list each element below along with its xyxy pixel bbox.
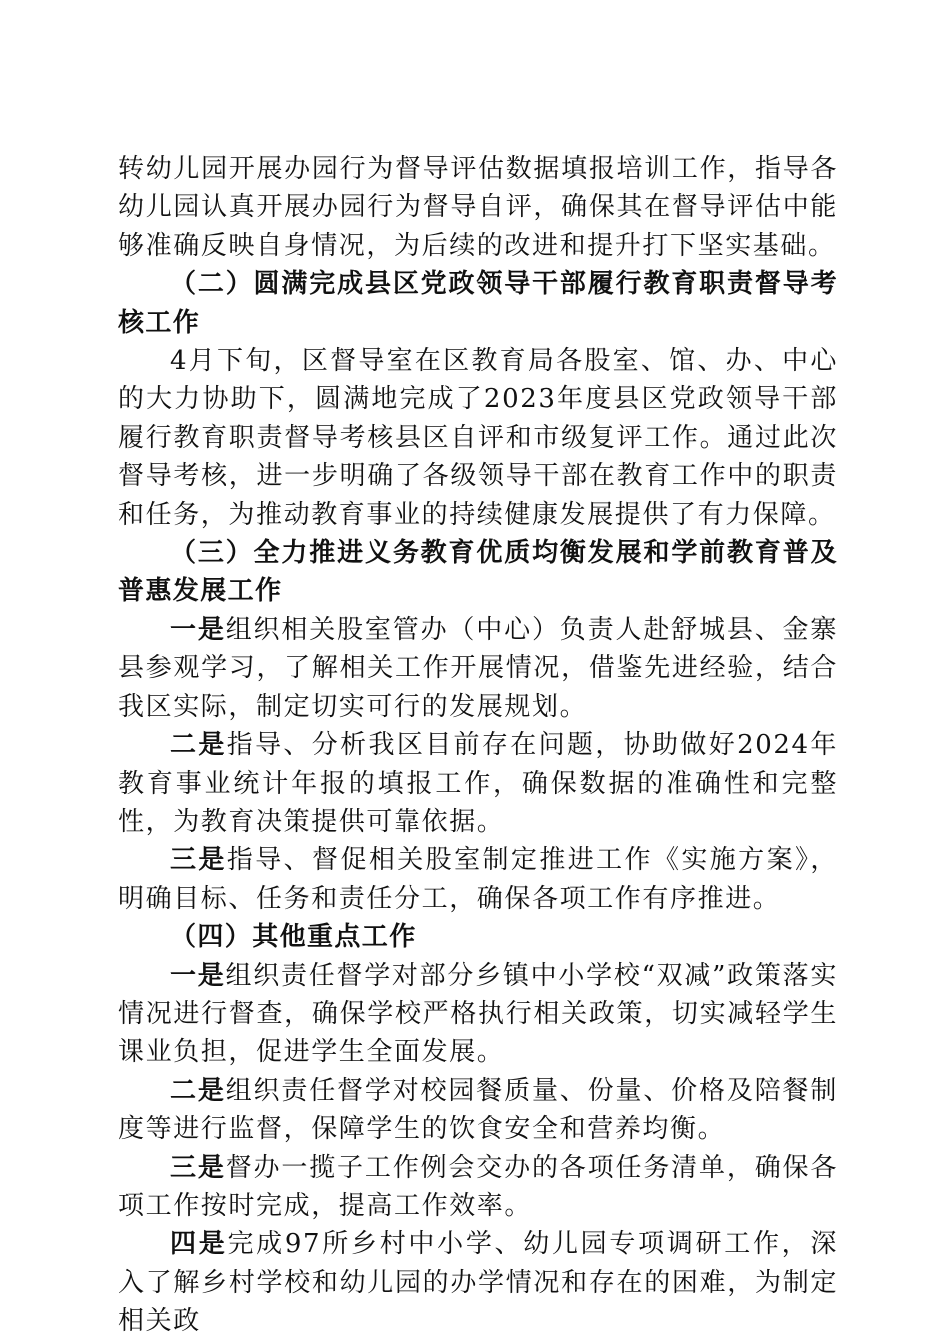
- item-text: 组织相关股室管办（中心）负责人赴舒城县、金寨县参观学习，了解相关工作开展情况，借鉴先进经验，结合我区实际，制定切实可行的发展规划。: [118, 614, 838, 722]
- item-4-3: [118, 1149, 838, 1226]
- paragraph-kindergarten-training: 转幼儿园开展办园行为督导评估数据填报培训工作，指导各幼儿园认真开展办园行为督导自评，确保其在督导评估中能够准确反映自身情况，为后续的改进和提升打下坚实基础。: [118, 154, 838, 261]
- item-lead: 二是: [170, 730, 227, 761]
- section-heading-3: （三）全力推进义务教育优质均衡发展和学前教育普及普惠发展工作: [118, 538, 838, 607]
- item-text: 指导、督促相关股室制定推进工作《实施方案》，明确目标、任务和责任分工，确保各项工作有序推进。: [118, 845, 839, 914]
- section-heading-2: （二）圆满完成县区党政领导干部履行教育职责督导考核工作: [118, 269, 838, 338]
- item-4-2: [118, 1072, 838, 1149]
- item-4-1: [118, 957, 838, 1072]
- item-lead: 二是: [170, 1075, 226, 1106]
- item-4-4: [118, 1225, 838, 1340]
- item-lead: 一是: [170, 960, 226, 991]
- item-text: 组织责任督学对校园餐质量、份量、价格及陪餐制度等进行监督，保障学生的饮食安全和营养均衡。: [118, 1075, 838, 1145]
- item-3-2: [118, 726, 838, 841]
- item-lead: 三是: [170, 845, 227, 876]
- item-text: 完成97所乡村中小学、幼儿园专项调研工作，深入了解乡村学校和幼儿园的办学情况和存在的困难，为制定相关政: [118, 1229, 838, 1337]
- item-text: 指导、分析我区目前存在问题，协助做好2024年教育事业统计年报的填报工作，确保数据的准确性和完整性，为教育决策提供可靠依据。: [118, 730, 839, 837]
- item-3-3: [118, 841, 838, 918]
- item-lead: 四是: [170, 1229, 228, 1260]
- item-text: 督办一揽子工作例会交办的各项任务清单，确保各项工作按时完成，提高工作效率。: [118, 1152, 838, 1221]
- item-3-1: [118, 611, 838, 726]
- section-heading-4: （四）其他重点工作: [170, 922, 417, 953]
- item-lead: 三是: [170, 1152, 226, 1183]
- item-text: 组织责任督学对部分乡镇中小学校“双减”政策落实情况进行督查，确保学校严格执行相关政策，切实减轻学生课业负担，促进学生全面发展。: [118, 960, 838, 1068]
- paragraph-leadership-review: 4月下旬，区督导室在区教育局各股室、馆、办、中心的大力协助下，圆满地完成了2023年度县区党政领导干部履行教育职责督导考核县区自评和市级复评工作。通过此次督导考核，进一步明确了各级领导干部在教育工作中的职责和任务，为推动教育事业的持续健康发展提供了有力保障。: [118, 346, 838, 530]
- document-page: [118, 150, 838, 1341]
- item-lead: 一是: [170, 614, 226, 645]
